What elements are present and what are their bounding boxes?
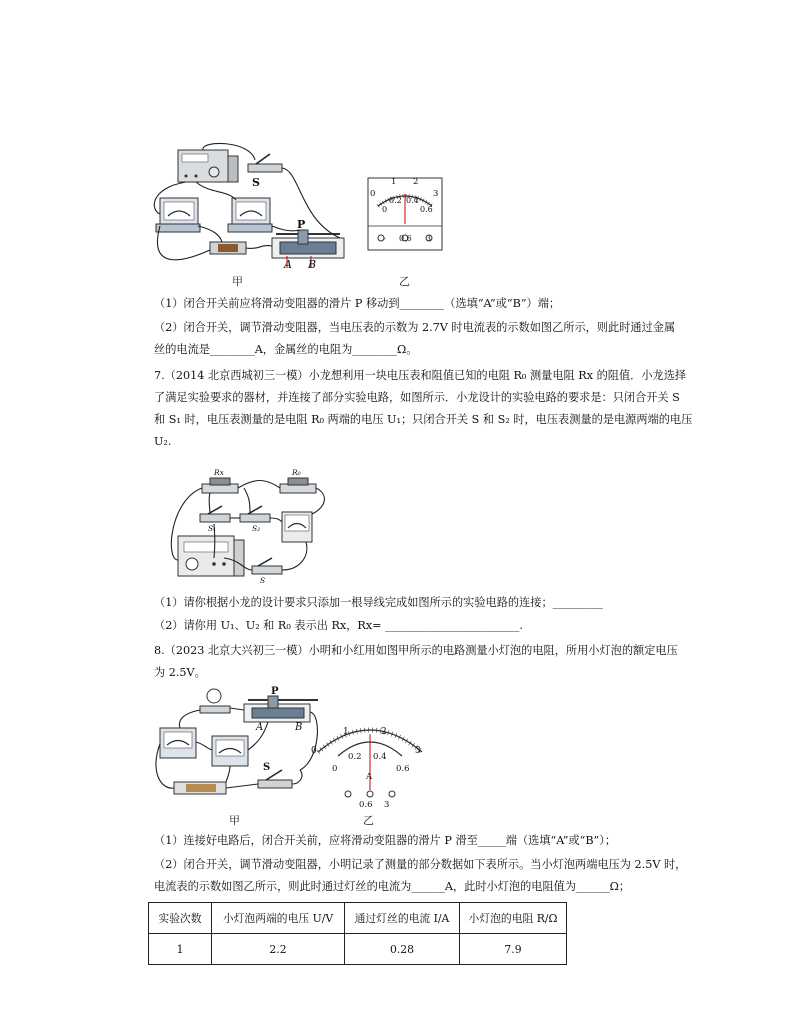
- q7-part2-line: （2）请你用 U₁、U₂ 和 R₀ 表示出 Rx，Rx= ________________________.: [154, 619, 523, 632]
- q8-part2-line2: 电流表的示数如图乙所示，则此时通过灯丝的电流为______A，此时小灯泡的电阻值为______Ω；: [154, 880, 631, 893]
- dial2-unit: A: [366, 772, 373, 782]
- q8-part1: [154, 830, 644, 852]
- switch-label: S: [252, 176, 260, 189]
- end-b-label: B: [308, 258, 317, 271]
- q6-part1-line: （1）闭合开关前应将滑动变阻器的滑片 P 移动到________（选填“A”或“B”）端；: [154, 297, 561, 310]
- table-cell: 1: [149, 934, 212, 965]
- fig3-caption-right: 乙: [363, 814, 374, 827]
- dial1-terminal-2: 3: [426, 234, 432, 243]
- dial2-top-tick-1: 1: [343, 727, 349, 737]
- table-header-cell: 实验次数: [149, 903, 212, 934]
- slider-label: P: [297, 218, 306, 231]
- dial1-terminal-1: 0.6: [399, 234, 412, 243]
- q8-line1: 8.（2023 北京大兴初三一模）小明和小红用如图甲所示的电路测量小灯泡的电阻，所用小灯泡的额定电压: [154, 644, 678, 657]
- table-row: [149, 934, 567, 965]
- dial2-bottom-tick-1: 0.6: [396, 764, 410, 774]
- q7-line4: U₂.: [154, 435, 172, 448]
- dial1-top-tick-0: 0: [370, 189, 376, 199]
- table-cell: 7.9: [460, 934, 567, 965]
- dial2-top-tick-2: 2: [381, 727, 387, 737]
- dial2-terminal-1: 3: [384, 800, 390, 810]
- dial1-bottom-tick-1: 0.6: [420, 205, 433, 214]
- dial2-terminal-0: 0.6: [359, 800, 373, 810]
- q7-part1-line: （1）请你根据小龙的设计要求只添加一根导线完成如图所示的实验电路的连接；_________: [154, 596, 604, 609]
- q7-label-s2: S₂: [252, 524, 261, 533]
- q8-part2: [154, 854, 687, 898]
- dial2-inner-tick-0: 0.2: [348, 752, 362, 762]
- q8-part2-line1: （2）闭合开关，调节滑动变阻器，小明记录了测量的部分数据如下表所示。当小灯泡两端电压为 2.5V 时，: [154, 858, 687, 871]
- q7-label-r0: R₀: [292, 468, 301, 477]
- q8-end-b: B: [295, 722, 303, 733]
- q8-slider-label: P: [271, 686, 279, 697]
- q6-part2-line1: （2）闭合开关，调节滑动变阻器，当电压表的示数为 2.7V 时电流表的示数如图乙所示，则此时通过金属: [154, 321, 676, 334]
- end-a-label: A: [284, 258, 292, 271]
- dial2-top-tick-0: 0: [311, 746, 317, 756]
- dial2-top-tick-3: 3: [415, 746, 421, 756]
- q8-switch-label: S: [263, 762, 271, 773]
- q7-label-rx: Rx: [214, 468, 224, 477]
- dial1-top-tick-2: 2: [413, 177, 419, 187]
- dial2-bottom-tick-0: 0: [332, 764, 338, 774]
- data-table: [148, 902, 567, 965]
- table-header-cell: 通过灯丝的电流 I/A: [345, 903, 460, 934]
- q7-label-s: S: [260, 576, 266, 585]
- q7-line2: 了满足实验要求的器材，并连接了部分实验电路，如图所示．小龙设计的实验电路的要求是：只闭合开关 S: [154, 391, 680, 404]
- q7-line1: 7.（2014 北京西城初三一模）小龙想利用一块电压表和阻值已知的电阻 R₀ 测量电阻 Rx 的阻值．小龙选择: [154, 369, 687, 382]
- q8-line2: 为 2.5V。: [154, 666, 206, 679]
- table-header-cell: 小灯泡的电阻 R/Ω: [460, 903, 567, 934]
- dial1-bottom-tick-0: 0: [382, 205, 388, 214]
- q6-part2-line2: 丝的电流是________A，金属丝的电阻为________Ω。: [154, 343, 418, 356]
- fig1-caption-left: 甲: [232, 275, 243, 288]
- q8-part1-line: （1）连接好电路后，闭合开关前，应将滑动变阻器的滑片 P 滑至_____端（选填“A”或“B”）；: [154, 834, 617, 847]
- q7-line3: 和 S₁ 时，电压表测量的是电阻 R₀ 两端的电压 U₁；只闭合开关 S 和 S₂ 时，电压表测量的是电源两端的电压: [154, 413, 693, 426]
- dial1-top-tick-3: 3: [433, 189, 439, 199]
- dial1-inner-tick-1: 0.4: [406, 196, 419, 205]
- dial1-top-tick-1: 1: [391, 177, 397, 187]
- fig1-caption-right: 乙: [399, 275, 410, 288]
- q8-end-a: A: [256, 722, 264, 733]
- table-header-row: [149, 903, 567, 934]
- dial2-inner-tick-1: 0.4: [373, 752, 387, 762]
- q7-label-s1: S₁: [208, 524, 217, 533]
- table-header-cell: 小灯泡两端的电压 U/V: [212, 903, 345, 934]
- dial1-terminal-0: -: [383, 234, 386, 243]
- table-cell: 0.28: [345, 934, 460, 965]
- table-cell: 2.2: [212, 934, 345, 965]
- fig3-caption-left: 甲: [229, 814, 240, 827]
- dial1-inner-tick-0: 0.2: [389, 196, 402, 205]
